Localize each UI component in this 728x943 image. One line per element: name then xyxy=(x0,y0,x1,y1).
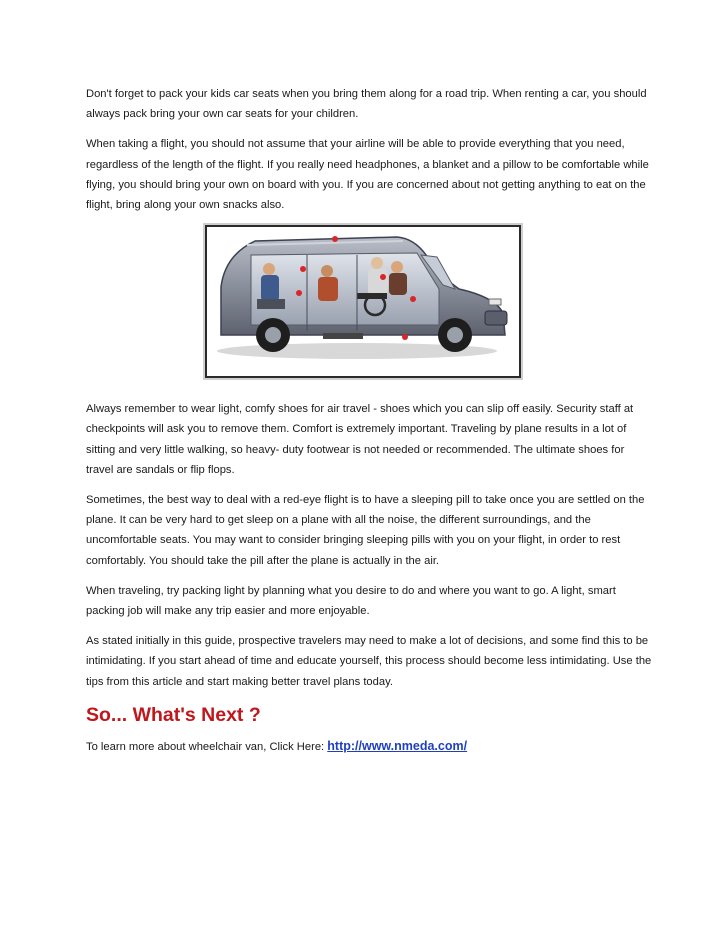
cta-line xyxy=(86,736,654,757)
wheelchair-van-cutaway-illustration-icon xyxy=(207,227,519,376)
paragraph-car-seats: Don't forget to pack your kids car seats when you bring them along for a road trip. When renting a car, you should always pack bring your own car seats for your children. xyxy=(86,88,647,121)
paragraph-flight-essentials: When taking a flight, you should not assume that your airline will be able to provide everything that you need, regardless of the length of the flight. If you really need headphones, a blanket and a pillow to be comfortable while flying, you should bring your own on board with you. If you are concerned about not getting anything to eat on the flight, bring along your own snacks also. xyxy=(86,138,649,212)
document-content xyxy=(86,84,654,757)
nmeda-link[interactable]: http://www.nmeda.com/ xyxy=(327,738,468,753)
paragraph-conclusion: As stated initially in this guide, prospective travelers may need to make a lot of decisions, and some find this to be intimidating. If you start ahead of time and educate yourself, this process should become less intimidating. Use the tips from this article and start making better travel plans today. xyxy=(86,635,652,688)
paragraph-packing-light: When traveling, try packing light by planning what you desire to do and where you want to go. A light, smart packing job will make any trip easier and more enjoyable. xyxy=(86,584,616,618)
wheelchair-van-image xyxy=(205,225,521,378)
cta-text: To learn more about wheelchair van, Click Here: xyxy=(86,740,328,753)
paragraph-shoes: Always remember to wear light, comfy shoes for air travel - shoes which you can slip off easily. Security staff at checkpoints will ask you to remove them. Comfort is extremely important. Traveling by plane results in a lot of sitting and very little walking, so heavy- duty footwear is not needed or recommended. The ultimate shoes for travel are sandals or flip flops. xyxy=(86,403,634,476)
section-heading: So... What's Next ? xyxy=(86,703,261,726)
paragraph-sleeping-pill: Sometimes, the best way to deal with a red-eye flight is to have a sleeping pill to take once you are settled on the plane. It can be very hard to get sleep on a plane with all the noise, the different surroundings, and the uncomfortable seats. You may want to consider bringing sleeping pills with you on your flight, in order to rest comfortably. You should take the pill after the plane is actually in the air. xyxy=(86,494,645,567)
